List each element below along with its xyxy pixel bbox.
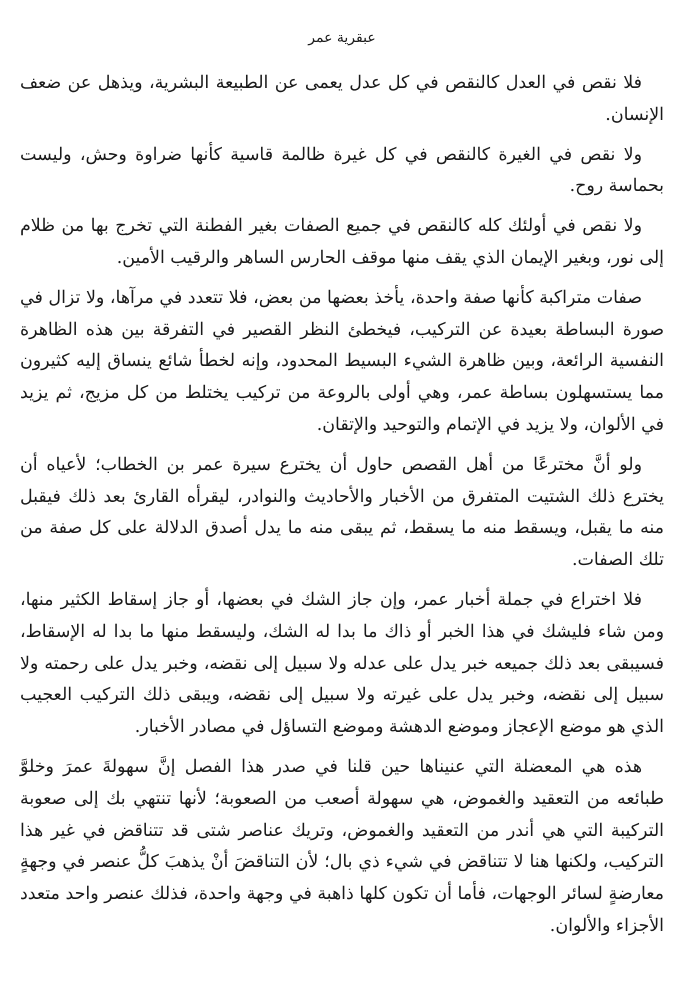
paragraph: فلا اختراع في جملة أخبار عمر، وإن جاز الشك في بعضها، أو جاز إسقاط الكثير منها، ومن شاء فليشك في هذا الخبر أو ذاك ما بدا له الشك، وليسقط منها ما بدا له الإسقاط، فسيبقى بعد ذلك جميعه خبر يدل على عدله ولا سبيل إلى نقضه، وخبر يدل على رحمته ولا سبيل إلى نقضه، وخبر يدل على غيرته ولا سبيل إلى نقضه، ويبقى ذلك التركيب العجيب الذي هو موضع الإعجاز وموضع الدهشة وموضع التساؤل في مصادر الأخبار.	[20, 589, 664, 738]
book-page	[20, 0, 664, 1000]
running-header: عبقرية عمر	[308, 30, 376, 46]
paragraph: ولا نقص في الغيرة كالنقص في كل غيرة ظالمة قاسية كأنها ضراوة وحش، وليست بحماسة روح.	[20, 144, 664, 197]
page-body	[20, 68, 664, 943]
paragraph: صفات متراكبة كأنها صفة واحدة، يأخذ بعضها من بعض، فلا تتعدد في مرآها، ولا تزال في صورة البساطة بعيدة عن التركيب، فيخطئ النظر القصير في التفرقة بين هذه الظاهرة النفسية الرائعة، وبين ظاهرة الشيء البسيط المحدود، وإنه لخطأ شائع ينساق إليه كثيرون مما يستسهلون بساطة عمر، وهي أولى بالروعة من تركيب يختلط من كل مزيج، ثم يزيد في الألوان، ولا يزيد في الإتمام والتوحيد والإتقان.	[20, 287, 664, 435]
paragraph: هذه هي المعضلة التي عنيناها حين قلنا في صدر هذا الفصل إنَّ سهولةَ عمرَ وخلوَّ طبائعه من التعقيد والغموض، هي سهولة أصعب من الصعوبة؛ لأنها تنتهي بك إلى صعوبة التركيبة التي هي أندر من التعقيد والغموض، وتريك عناصر شتى قد تتناقض في غير هذا التركيب، ولكنها هنا لا تتناقض في شيء ذي بال؛ لأن التناقضَ أنْ يذهبَ كلُّ عنصر في وجهةٍ معارضةٍ لسائر الوجهات، فأما أن تكون كلها ذاهبة في وجهة واحدة، فذلك عنصر واحد متعدد الأجزاء والألوان.	[20, 756, 664, 936]
paragraph: ولو أنَّ مخترعًا من أهل القصص حاول أن يخترع سيرة عمر بن الخطاب؛ لأعياه أن يخترع ذلك الشتيت المتفرق من الأخبار والأحاديث والنوادر، ليقرأه القارئ بعد ذلك فيقبل منه ما يقبل، ويسقط منه ما يسقط، ثم يبقى منه ما يدل أصدق الدلالة على كل صفة من تلك الصفات.	[20, 454, 664, 571]
paragraph: فلا نقص في العدل كالنقص في كل عدل يعمى عن الطبيعة البشرية، ويذهل عن ضعف الإنسان.	[20, 73, 664, 125]
paragraph: ولا نقص في أولئك كله كالنقص في جميع الصفات بغير الفطنة التي تخرج بها من ظلام إلى نور، وبغير الإيمان الذي يقف منها موقف الحارس الساهر والرقيب الأمين.	[20, 216, 664, 268]
